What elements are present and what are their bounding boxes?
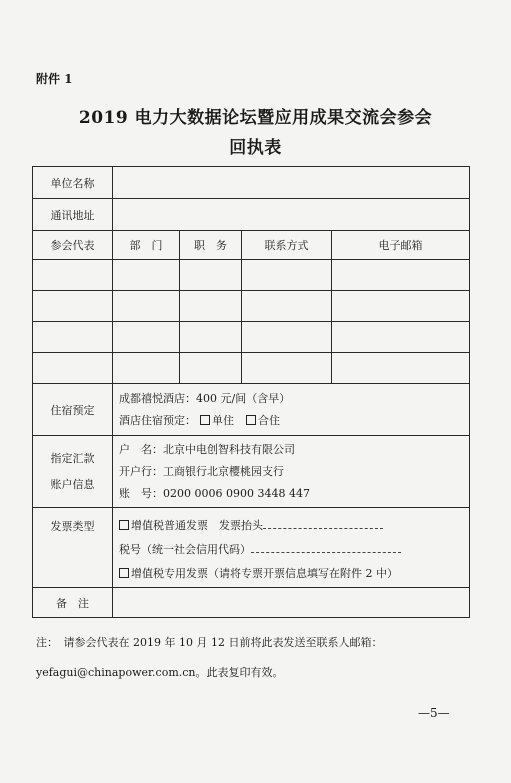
booking-line xyxy=(119,410,469,432)
account-bank: 开户行：工商银行北京樱桃园支行 xyxy=(119,464,284,478)
contact-cell[interactable] xyxy=(242,260,332,291)
email-cell[interactable] xyxy=(332,260,470,291)
shared-label: 合住 xyxy=(258,413,280,427)
department-cell[interactable] xyxy=(113,322,180,353)
account-number: 账 号：0200 0006 0900 3448 447 xyxy=(119,486,310,500)
rep-header-row xyxy=(33,231,470,260)
normal-invoice-checkbox[interactable] xyxy=(119,520,129,530)
rep-name-cell[interactable] xyxy=(33,353,113,384)
address-row xyxy=(33,199,470,231)
invoice-label: 发票类型 xyxy=(33,508,113,588)
column-department: 部 门 xyxy=(113,231,180,260)
page-title: 2019 电力大数据论坛暨应用成果交流会参会 xyxy=(78,108,433,128)
rep-row xyxy=(33,353,470,384)
lodging-row xyxy=(33,384,470,436)
department-cell[interactable] xyxy=(113,291,180,322)
position-cell[interactable] xyxy=(180,291,242,322)
remarks-label: 备 注 xyxy=(33,588,113,618)
booking-prefix: 酒店住宿预定： xyxy=(119,413,196,427)
column-email: 电子邮箱 xyxy=(332,231,470,260)
note-line2: yefagui@chinapower.com.cn。此表复印有效。 xyxy=(36,666,284,679)
position-cell[interactable] xyxy=(180,260,242,291)
column-contact: 联系方式 xyxy=(242,231,332,260)
special-invoice-checkbox[interactable] xyxy=(119,568,129,578)
unit-name-label: 单位名称 xyxy=(33,167,113,199)
page-title-line2: 回执表 xyxy=(229,138,282,158)
column-position: 职 务 xyxy=(180,231,242,260)
account-label xyxy=(33,436,113,508)
contact-cell[interactable] xyxy=(242,322,332,353)
address-field[interactable] xyxy=(113,199,470,231)
account-row xyxy=(33,436,470,508)
invoice-option-special xyxy=(119,562,469,586)
rep-row xyxy=(33,322,470,353)
invoice-options xyxy=(113,508,470,588)
account-info xyxy=(113,436,470,508)
position-cell[interactable] xyxy=(180,353,242,384)
tax-id-line xyxy=(119,538,469,562)
department-cell[interactable] xyxy=(113,353,180,384)
address-label: 通讯地址 xyxy=(33,199,113,231)
department-cell[interactable] xyxy=(113,260,180,291)
special-invoice-label: 增值税专用发票（请将专票开票信息填写在附件 2 中） xyxy=(131,566,398,580)
invoice-row xyxy=(33,508,470,588)
remarks-row xyxy=(33,588,470,618)
tax-id-field[interactable] xyxy=(251,542,401,553)
rep-name-cell[interactable] xyxy=(33,322,113,353)
single-label: 单住 xyxy=(212,413,234,427)
unit-name-row xyxy=(33,167,470,199)
attachment-label: 附件 1 xyxy=(36,72,73,86)
normal-invoice-label: 增值税普通发票 发票抬头 xyxy=(131,518,263,532)
lodging-info xyxy=(113,384,470,436)
unit-name-field[interactable] xyxy=(113,167,470,199)
contact-cell[interactable] xyxy=(242,353,332,384)
invoice-option-normal xyxy=(119,514,469,538)
rep-label: 参会代表 xyxy=(33,231,113,260)
email-cell[interactable] xyxy=(332,322,470,353)
page-number: —5— xyxy=(418,706,450,720)
rep-name-cell[interactable] xyxy=(33,291,113,322)
single-checkbox[interactable] xyxy=(200,415,210,425)
footer-note xyxy=(36,628,476,688)
account-label-line1: 指定汇款 xyxy=(50,451,95,465)
note-line1: 注： 请参会代表在 2019 年 10 月 12 日前将此表发送至联系人邮箱： xyxy=(36,636,383,649)
contact-cell[interactable] xyxy=(242,291,332,322)
lodging-label: 住宿预定 xyxy=(33,384,113,436)
account-name: 户 名：北京中电创智科技有限公司 xyxy=(119,442,295,456)
account-label-line2: 账户信息 xyxy=(50,477,95,491)
invoice-title-field[interactable] xyxy=(263,518,383,529)
email-cell[interactable] xyxy=(332,353,470,384)
position-cell[interactable] xyxy=(180,322,242,353)
email-cell[interactable] xyxy=(332,291,470,322)
rep-row xyxy=(33,260,470,291)
tax-id-label: 税号（统一社会信用代码） xyxy=(119,542,251,556)
registration-form-table xyxy=(32,166,470,618)
rep-name-cell[interactable] xyxy=(33,260,113,291)
remarks-field[interactable] xyxy=(113,588,470,618)
rep-row xyxy=(33,291,470,322)
hotel-text: 成都禧悦酒店：400 元/间（含早） xyxy=(119,391,291,405)
shared-checkbox[interactable] xyxy=(246,415,256,425)
